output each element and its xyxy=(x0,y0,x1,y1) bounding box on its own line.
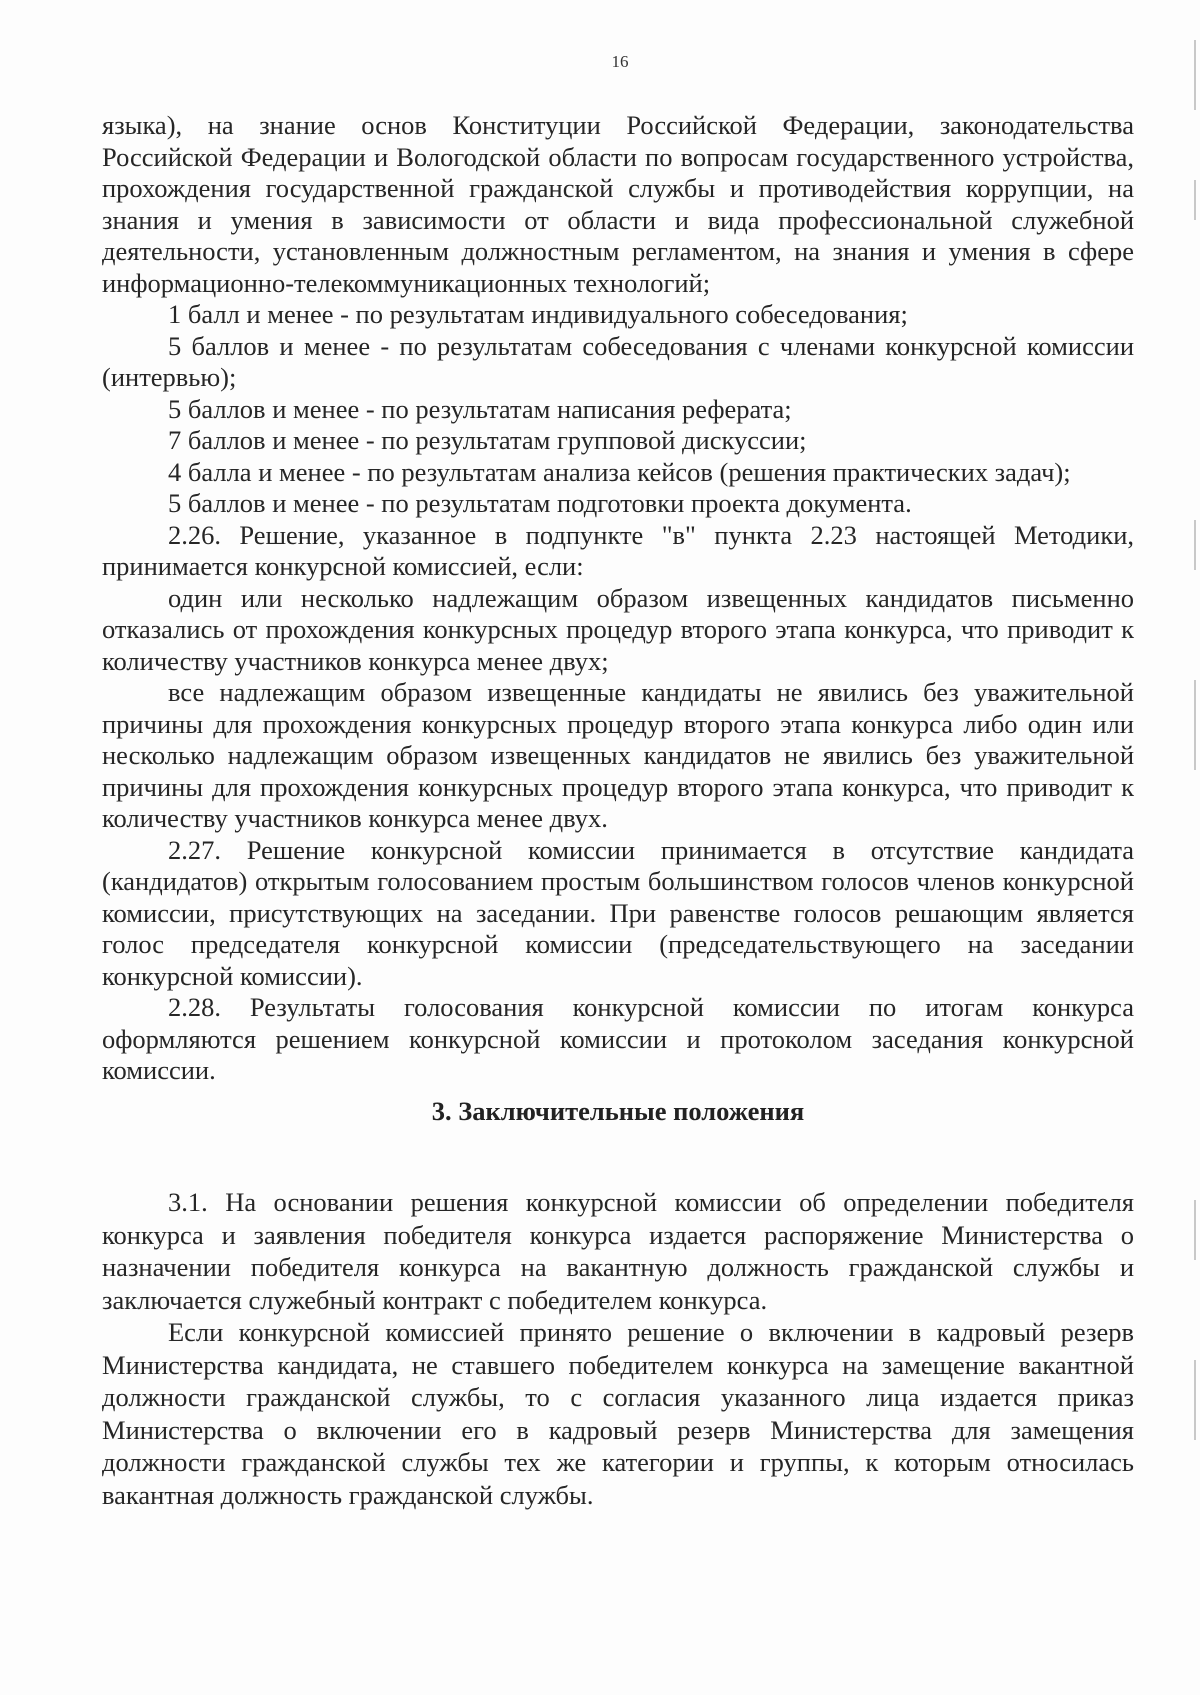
paragraph-score-essay: 5 баллов и менее - по результатам написания реферата; xyxy=(168,393,792,424)
paragraph-2-26-case-absence: все надлежащим образом извещенные кандидаты не явились без уважительной причины для прохождения конкурсных процедур второго этапа конкурса либо один или несколько надлежащим образом извещенных кандидатов не явились без уважительной причины для прохождения конкурсных процедур второго этапа конкурса, что приводит к количеству участников конкурса менее двух. xyxy=(102,677,1134,833)
paragraph-score-case-analysis: 4 балла и менее - по результатам анализа кейсов (решения практических задач); xyxy=(168,456,1071,487)
section-heading: 3. Заключительные положения xyxy=(431,1096,805,1126)
paragraph-score-draft-document: 5 баллов и менее - по результатам подготовки проекта документа. xyxy=(168,488,912,518)
paragraph-continuation: языка), на знание основ Конституции Российской Федерации, законодательства Российской Федерации и Вологодской области по вопросам государственного устройства, прохождения государственной гражданской службы и противодействия коррупции, на знания и умения в зависимости от области и вида профессиональной служебной деятельности, установленным должностным регламентом, на знания и умения в сфере информационно-телекоммуникационных технологий; xyxy=(102,110,1134,298)
scan-edge-mark xyxy=(1194,1360,1196,1440)
paragraph-3-1-reserve: Если конкурсной комиссией принято решение о включении в кадровый резерв Министерства кандидата, не ставшего победителем конкурса на замещение вакантной должности гражданской службы, то с согласия указанного лица издается приказ Министерства о включении его в кадровый резерв Министерства для замещения должности гражданской службы тех же категории и группы, к которым относилась вакантная должность гражданской службы. xyxy=(102,1317,1134,1510)
body-text-lower xyxy=(102,1186,1134,1511)
scan-edge-mark xyxy=(1194,180,1196,220)
scan-edge-mark xyxy=(1194,40,1196,110)
page-number: 16 xyxy=(611,52,629,71)
paragraph-score-interview-commission: 5 баллов и менее - по результатам собеседования с членами конкурсной комиссии (интервью); xyxy=(102,330,1134,392)
scan-edge-mark xyxy=(1194,520,1196,570)
paragraph-score-group-discussion: 7 баллов и менее - по результатам групповой дискуссии; xyxy=(168,425,807,455)
body-text-upper xyxy=(102,110,1134,1087)
paragraph-2-27: 2.27. Решение конкурсной комиссии принимается в отсутствие кандидата (кандидатов) открытым голосованием простым большинством голосов членов конкурсной комиссии, присутствующих на заседании. При равенстве голосов решающим является голос председателя конкурсной комиссии (председательствующего на заседании конкурсной комиссии). xyxy=(102,834,1134,991)
scan-edge-mark xyxy=(1194,1200,1196,1260)
paragraph-2-26-case-refusal: один или несколько надлежащим образом извещенных кандидатов письменно отказались от прохождения конкурсных процедур второго этапа конкурса, что приводит к количеству участников конкурса менее двух; xyxy=(102,582,1134,676)
paragraph-3-1: 3.1. На основании решения конкурсной комиссии об определении победителя конкурса и заявления победителя конкурса издается распоряжение Министерства о назначении победителя конкурса на вакантную должность гражданской службы и заключается служебный контракт с победителем конкурса. xyxy=(102,1187,1134,1315)
paragraph-2-28: 2.28. Результаты голосования конкурсной комиссии по итогам конкурса оформляются решением конкурсной комиссии и протоколом заседания конкурсной комиссии. xyxy=(102,992,1134,1085)
paragraph-score-interview-individual: 1 балл и менее - по результатам индивидуального собеседования; xyxy=(168,299,908,329)
paragraph-2-26: 2.26. Решение, указанное в подпункте "в" пункта 2.23 настоящей Методики, принимается конкурсной комиссией, если: xyxy=(102,519,1134,581)
scan-edge-mark xyxy=(1194,680,1196,770)
